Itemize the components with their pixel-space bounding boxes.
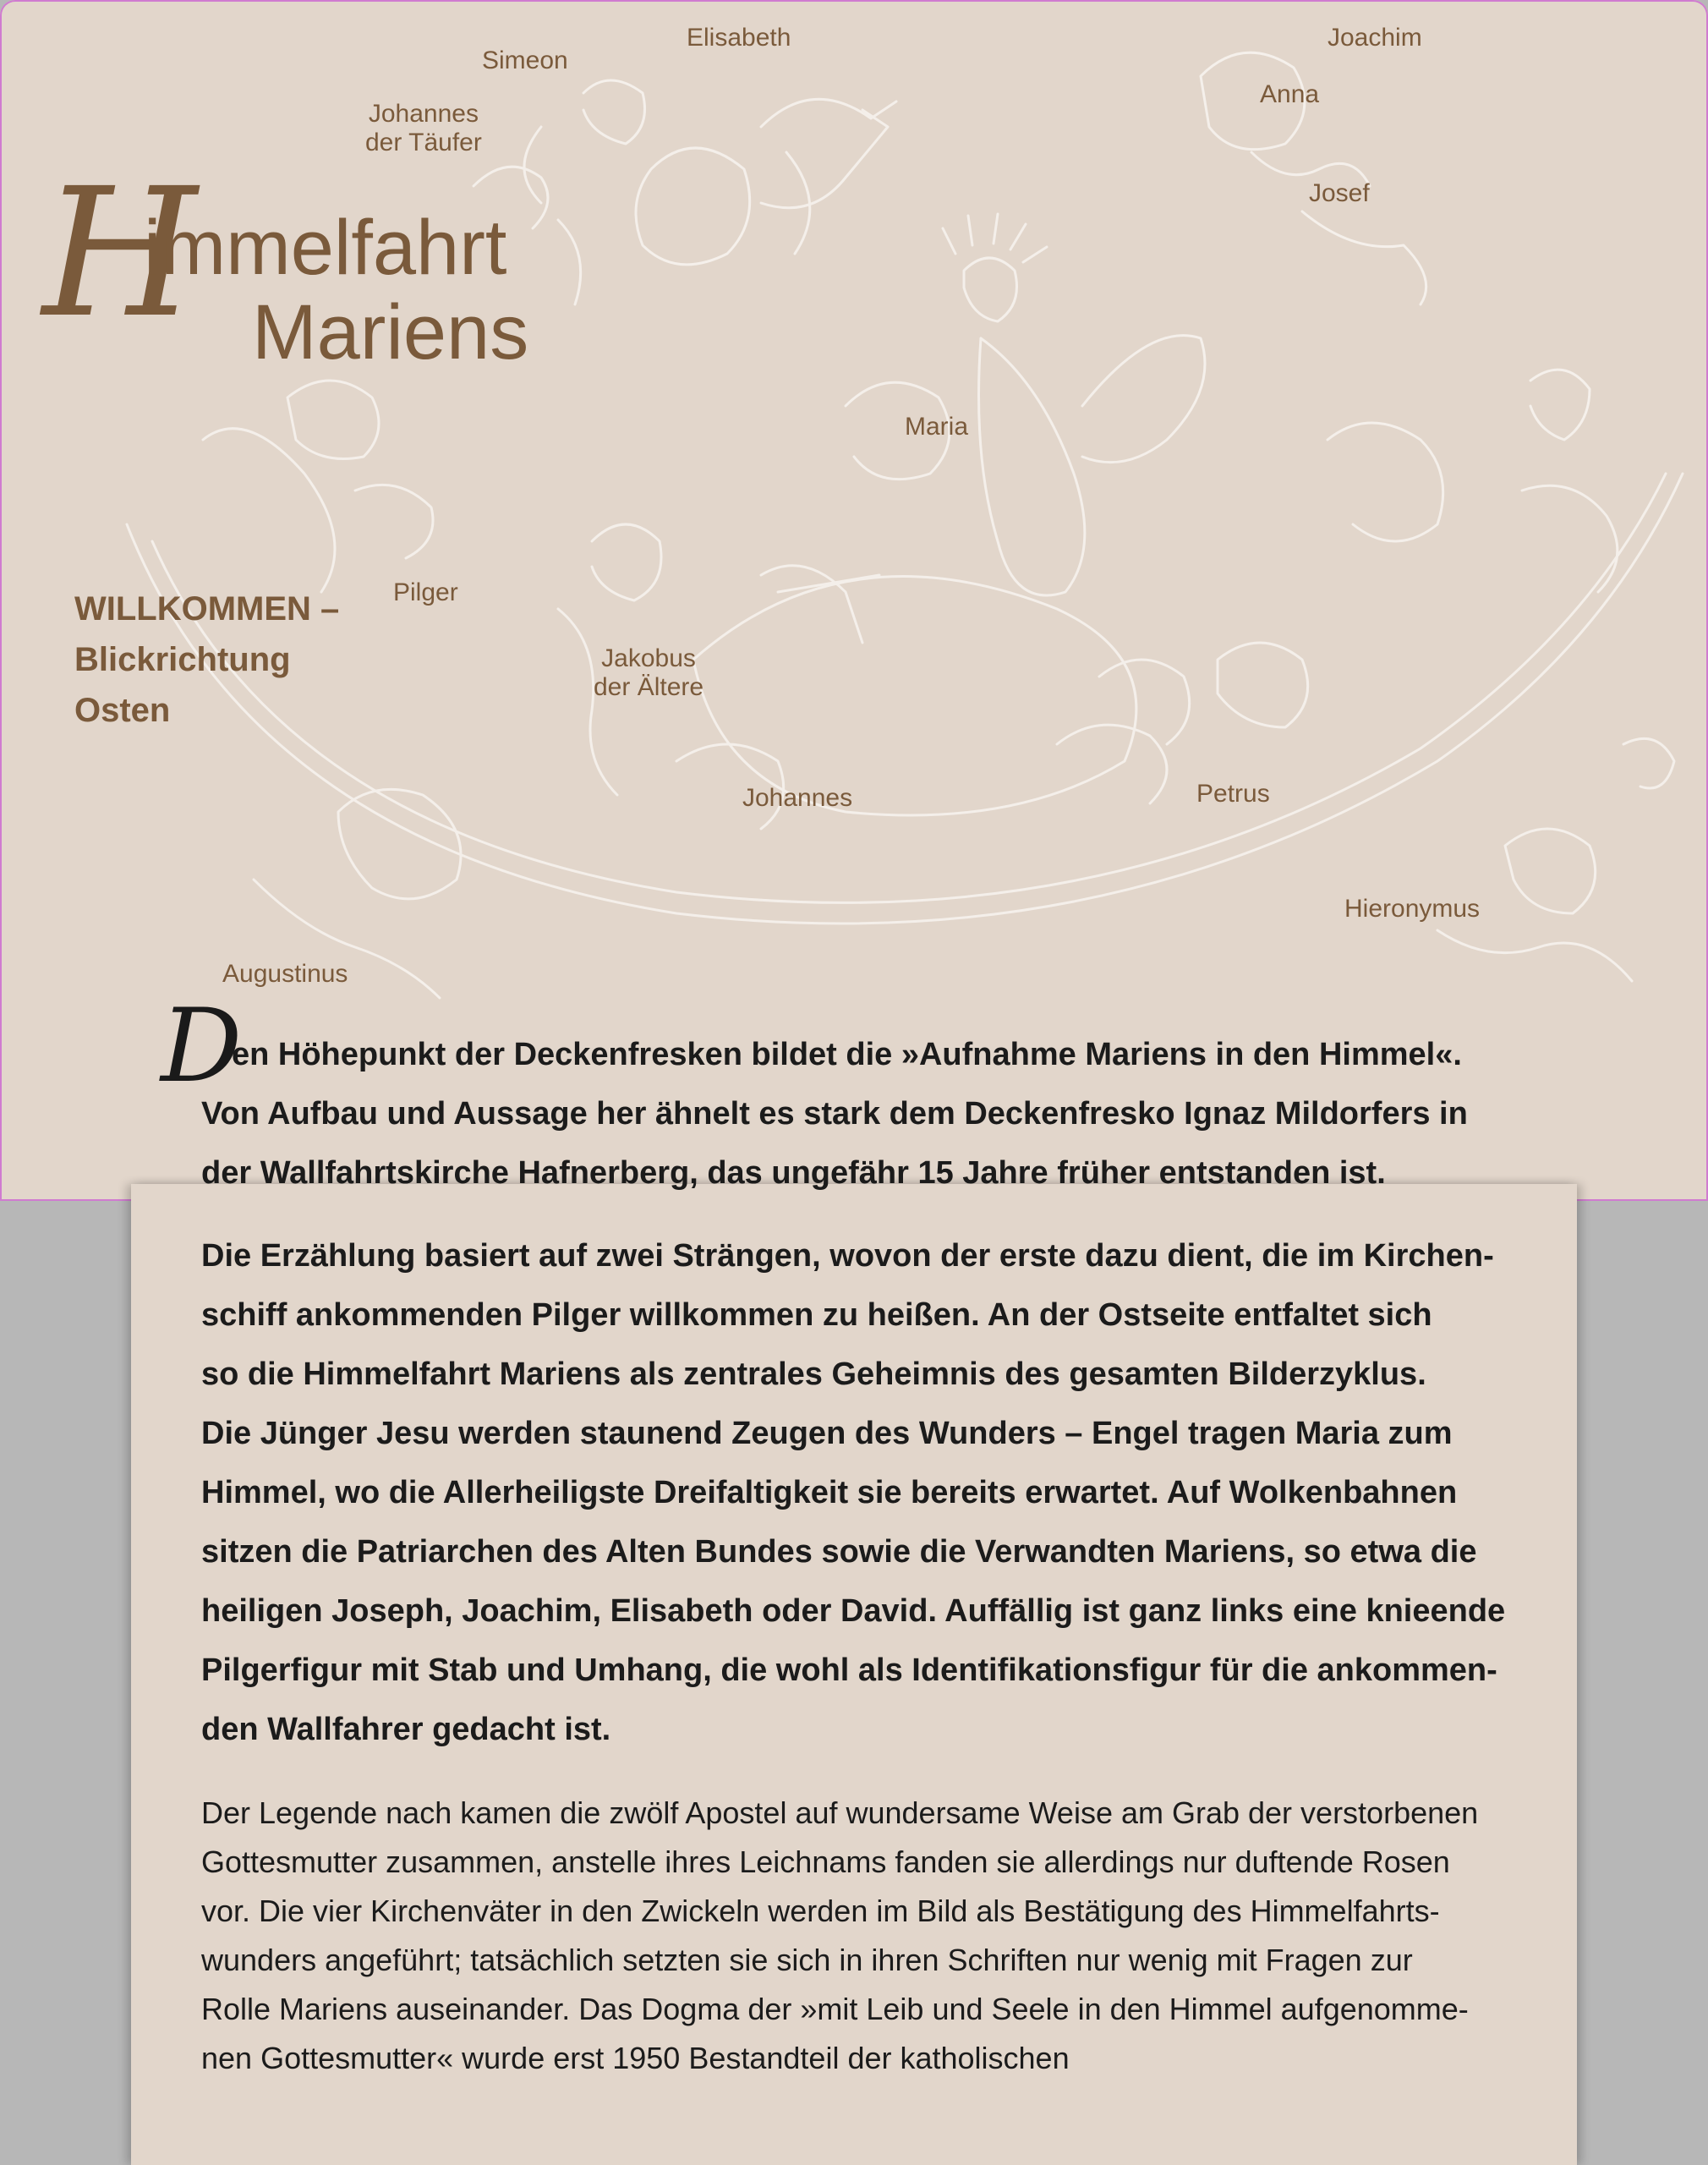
label-jakobus-der-aeltere: Jakobus der Ältere [594,644,704,701]
welcome-line: Blickrichtung [74,641,291,678]
label-anna: Anna [1260,80,1320,108]
text-line: Von Aufbau und Aussage her ähnelt es stark dem Deckenfresko Ignaz Mildorfers in [201,1096,1468,1132]
text-line: sitzen die Patriarchen des Alten Bundes sowie die Verwandten Mariens, so etwa die [201,1534,1477,1570]
label-simeon: Simeon [482,47,568,74]
text-line: en Höhepunkt der Deckenfresken bildet die »Aufnahme Mariens in den Himmel«. [232,1037,1462,1072]
label-pilger: Pilger [393,578,458,606]
text-line: Der Legende nach kamen die zwölf Apostel auf wundersame Weise am Grab der verstorbenen [201,1795,1479,1830]
paragraph-narrative [201,1226,1505,1759]
title-line1: immelfahrt [144,205,507,291]
text-line: der Wallfahrtskirche Hafnerberg, das ungefähr 15 Jahre früher entstanden ist. [201,1155,1386,1191]
text-line: vor. Die vier Kirchenväter in den Zwickeln werden im Bild als Bestätigung des Himmelfahrts- [201,1894,1440,1928]
label-elisabeth: Elisabeth [687,24,791,52]
label-joachim: Joachim [1328,24,1422,52]
label-johannes-der-taeufer: Johannes der Täufer [365,100,482,156]
text-line: Gottesmutter zusammen, anstelle ihres Leichnams fanden sie allerdings nur duftende Rosen [201,1844,1450,1879]
text-line: Die Erzählung basiert auf zwei Strängen, wovon der erste dazu dient, die im Kirchen- [201,1238,1494,1274]
paragraph-intro [201,1025,1468,1203]
welcome-heading [74,584,339,736]
text-line: Rolle Mariens auseinander. Das Dogma der »mit Leib und Seele in den Himmel aufgenomme- [201,1992,1469,2026]
drop-cap: D [161,988,243,1105]
label-hieronymus: Hieronymus [1344,895,1481,923]
welcome-line: WILLKOMMEN – [74,590,340,628]
text-line: nen Gottesmutter« wurde erst 1950 Bestandteil der katholischen [201,2041,1070,2075]
text-line: Die Jünger Jesu werden staunend Zeugen des Wunders – Engel tragen Maria zum [201,1416,1453,1451]
welcome-line: Osten [74,692,171,729]
title-initial: H [42,150,198,357]
label-augustinus: Augustinus [222,960,348,988]
text-line: den Wallfahrer gedacht ist. [201,1712,611,1747]
text-line: heiligen Joseph, Joachim, Elisabeth oder David. Auffällig ist ganz links eine knieende [201,1593,1506,1629]
label-petrus: Petrus [1196,780,1270,808]
text-line: schiff ankommenden Pilger willkommen zu heißen. An der Ostseite entfaltet sich [201,1297,1432,1333]
label-josef: Josef [1309,179,1370,207]
text-line: Pilgerfigur mit Stab und Umhang, die wohl als Identifikationsfigur für die ankommen- [201,1653,1497,1688]
text-line: Himmel, wo die Allerheiligste Dreifaltigkeit sie bereits erwartet. Auf Wolkenbahnen [201,1475,1458,1510]
text-line: so die Himmelfahrt Mariens als zentrales Geheimnis des gesamten Bilderzyklus. [201,1357,1426,1392]
label-maria: Maria [905,413,969,441]
text-line: wunders angeführt; tatsächlich setzten sie sich in ihren Schriften nur wenig mit Fragen zur [201,1943,1413,1977]
label-johannes: Johannes [742,784,853,812]
paragraph-legend [201,1789,1478,2083]
title-line2: Mariens [252,289,529,375]
